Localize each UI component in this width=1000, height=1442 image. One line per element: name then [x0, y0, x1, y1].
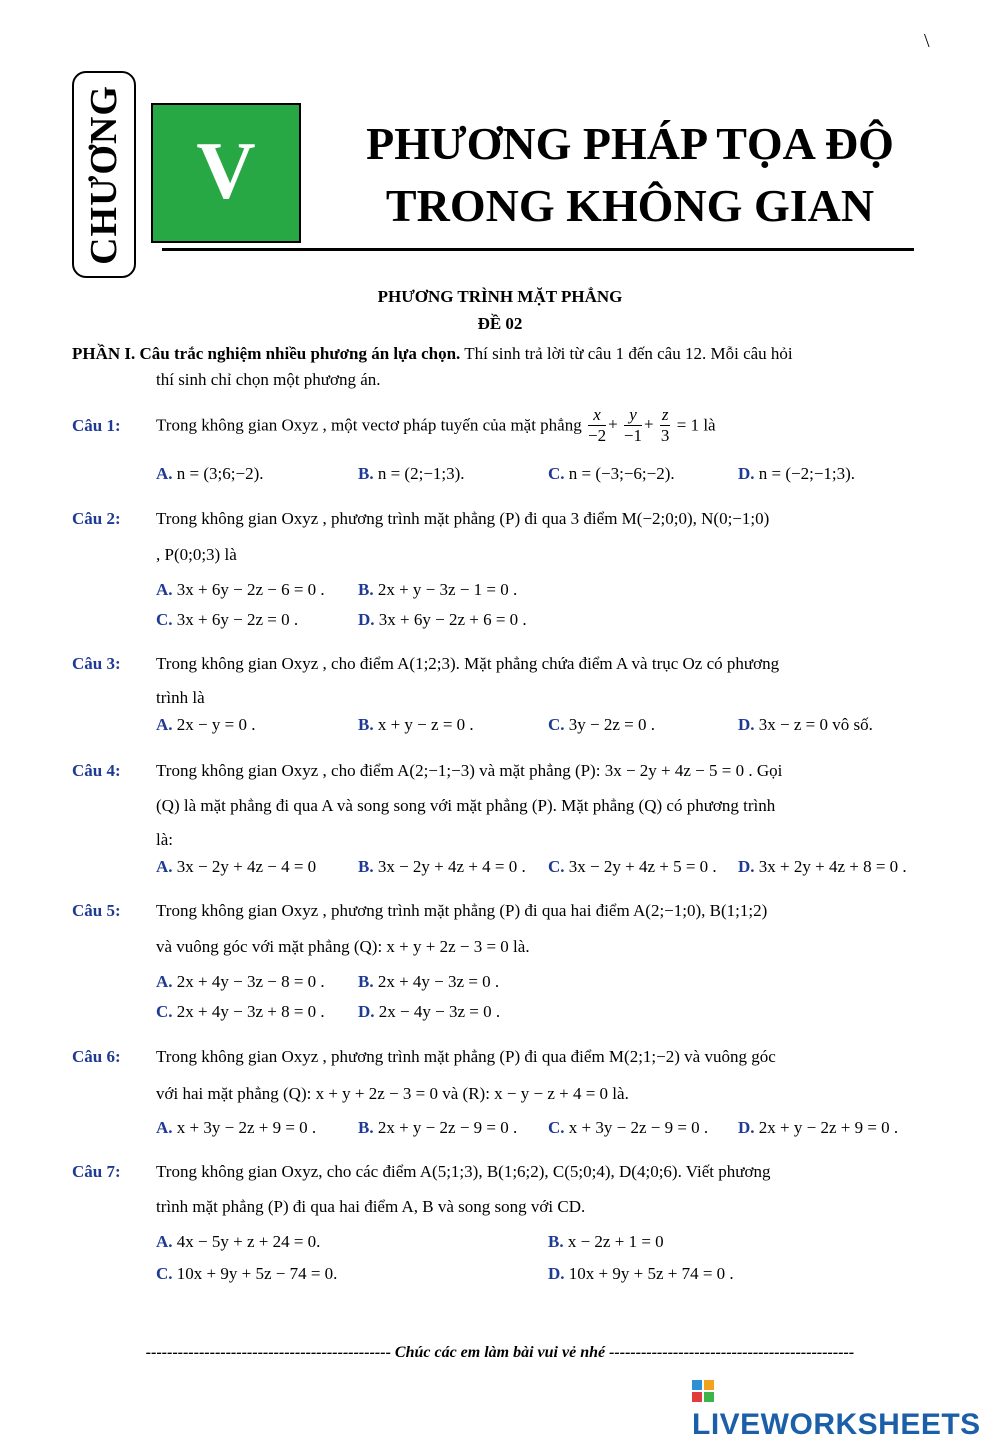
liveworksheets-logo[interactable] — [692, 1374, 1000, 1442]
q4-option-a[interactable]: A. 3x − 2y + 4z − 4 = 0 — [156, 857, 317, 876]
question-4-text2: (Q) là mặt phẳng đi qua A và song song với mặt phẳng (P). Mặt phẳng (Q) có phương trình — [156, 796, 776, 815]
chapter-title-line1: PHƯƠNG PHÁP TỌA ĐỘ — [366, 118, 894, 169]
liveworksheets-icon — [692, 1380, 714, 1402]
q7-option-a[interactable]: A. 4x − 5y + z + 24 = 0. — [156, 1232, 321, 1251]
question-6-text2: với hai mặt phẳng (Q): x + y + 2z − 3 = 0 và (R): x − y − z + 4 = 0 là. — [156, 1084, 629, 1103]
question-7-text1: Trong không gian Oxyz, cho các điểm A(5;1;3), B(1;6;2), C(5;0;4), D(4;0;6). Viết phương — [156, 1162, 771, 1181]
question-5-text1: Trong không gian Oxyz , phương trình mặt phẳng (P) đi qua hai điểm A(2;−1;0), B(1;1;2) — [156, 901, 768, 920]
q5-option-a[interactable]: A. 2x + 4y − 3z − 8 = 0 . — [156, 972, 325, 991]
frac-x: $\frac{x}{-2}$ — [587, 405, 607, 445]
q2-option-a[interactable]: A. 3x + 6y − 2z − 6 = 0 . — [156, 580, 325, 599]
logo-text: LIVEWORKSHEETS — [692, 1408, 981, 1441]
question-2-text1: Trong không gian Oxyz , phương trình mặt phẳng (P) đi qua 3 điểm M(−2;0;0), N(0;−1;0) — [156, 509, 770, 528]
footer-message: ---------------------------------------------- Chúc các em làm bài vui vẻ nhé ---------------------------------------------- — [145, 1344, 855, 1361]
exam-code: ĐỀ 02 — [477, 314, 523, 333]
intro-paragraph — [72, 341, 930, 393]
intro-text2: thí sinh chỉ chọn một phương án. — [156, 370, 381, 389]
title-divider — [162, 248, 914, 251]
chapter-number: V — [151, 103, 301, 243]
question-5-label: Câu 5: — [72, 901, 121, 920]
question-7-label: Câu 7: — [72, 1162, 121, 1181]
question-1-label: Câu 1: — [72, 416, 121, 435]
q7-option-d[interactable]: D. 10x + 9y + 5z + 74 = 0 . — [548, 1264, 734, 1283]
frac-z: $\frac{z}{3}$ — [660, 405, 670, 445]
question-7-text2: trình mặt phẳng (P) đi qua hai điểm A, B và song song với CD. — [156, 1197, 586, 1216]
question-3-label: Câu 3: — [72, 654, 121, 673]
q1-option-d[interactable]: D. n = (−2;−1;3). — [738, 464, 856, 483]
q7-option-c[interactable]: C. 10x + 9y + 5z − 74 = 0. — [156, 1264, 338, 1283]
q1-option-c[interactable]: C. n = (−3;−6;−2). — [548, 464, 675, 483]
q6-option-b[interactable]: B. 2x + y − 2z − 9 = 0 . — [358, 1118, 518, 1137]
frac-y: $\frac{y}{-1}$ — [623, 405, 643, 445]
chapter-title-line2: TRONG KHÔNG GIAN — [385, 180, 875, 231]
chapter-title — [330, 113, 930, 237]
question-6-text1: Trong không gian Oxyz , phương trình mặt phẳng (P) đi qua điểm M(2;1;−2) và vuông góc — [156, 1047, 776, 1066]
q2-option-b[interactable]: B. 2x + y − 3z − 1 = 0 . — [358, 580, 518, 599]
question-4-text3: là: — [156, 830, 173, 849]
q3-option-d[interactable]: D. 3x − z = 0 vô số. — [738, 715, 873, 734]
chapter-label-box — [72, 71, 136, 278]
question-3-text1: Trong không gian Oxyz , cho điểm A(1;2;3). Mặt phẳng chứa điểm A và trục Oz có phương — [156, 654, 780, 673]
q2-option-c[interactable]: C. 3x + 6y − 2z = 0 . — [156, 610, 299, 629]
q3-option-b[interactable]: B. x + y − z = 0 . — [358, 715, 474, 734]
q4-option-b[interactable]: B. 3x − 2y + 4z + 4 = 0 . — [358, 857, 526, 876]
q5-option-d[interactable]: D. 2x − 4y − 3z = 0 . — [358, 1002, 501, 1021]
q6-option-a[interactable]: A. x + 3y − 2z + 9 = 0 . — [156, 1118, 317, 1137]
question-2-text2: , P(0;0;3) là — [156, 545, 237, 564]
q4-option-c[interactable]: C. 3x − 2y + 4z + 5 = 0 . — [548, 857, 717, 876]
q7-option-b[interactable]: B. x − 2z + 1 = 0 — [548, 1232, 664, 1251]
q5-option-c[interactable]: C. 2x + 4y − 3z + 8 = 0 . — [156, 1002, 325, 1021]
intro-text1: Thí sinh trả lời từ câu 1 đến câu 12. Mỗi câu hỏi — [464, 344, 793, 363]
q4-option-d[interactable]: D. 3x + 2y + 4z + 8 = 0 . — [738, 857, 907, 876]
q3-option-c[interactable]: C. 3y − 2z = 0 . — [548, 715, 656, 734]
q5-option-b[interactable]: B. 2x + 4y − 3z = 0 . — [358, 972, 500, 991]
q6-option-c[interactable]: C. x + 3y − 2z − 9 = 0 . — [548, 1118, 709, 1137]
question-4-label: Câu 4: — [72, 761, 121, 780]
question-6-label: Câu 6: — [72, 1047, 121, 1066]
q2-option-d[interactable]: D. 3x + 6y − 2z + 6 = 0 . — [358, 610, 527, 629]
q6-option-d[interactable]: D. 2x + y − 2z + 9 = 0 . — [738, 1118, 899, 1137]
question-3-text2: trình là — [156, 688, 205, 707]
intro-bold: PHẦN I. Câu trắc nghiệm nhiều phương án lựa chọn. — [72, 344, 461, 363]
q1-option-b[interactable]: B. n = (2;−1;3). — [358, 464, 465, 483]
question-5-text2: và vuông góc với mặt phẳng (Q): x + y + 2z − 3 = 0 là. — [156, 937, 530, 956]
chapter-label: CHƯƠNG — [83, 84, 125, 265]
question-2-label: Câu 2: — [72, 509, 121, 528]
page-number: \ — [924, 30, 930, 52]
q1-option-a[interactable]: A. n = (3;6;−2). — [156, 464, 264, 483]
question-1-text: Trong không gian Oxyz , một vectơ pháp tuyến của mặt phẳng $\frac{x}{-2}$ + $\frac{y}{-1}$ + $\frac{z}{3}$ = 1 là — [156, 405, 716, 445]
question-4-text1: Trong không gian Oxyz , cho điểm A(2;−1;−3) và mặt phẳng (P): 3x − 2y + 4z − 5 = 0 . Gọi — [156, 761, 783, 780]
section-title: PHƯƠNG TRÌNH MẶT PHẲNG — [377, 287, 623, 306]
q3-option-a[interactable]: A. 2x − y = 0 . — [156, 715, 256, 734]
